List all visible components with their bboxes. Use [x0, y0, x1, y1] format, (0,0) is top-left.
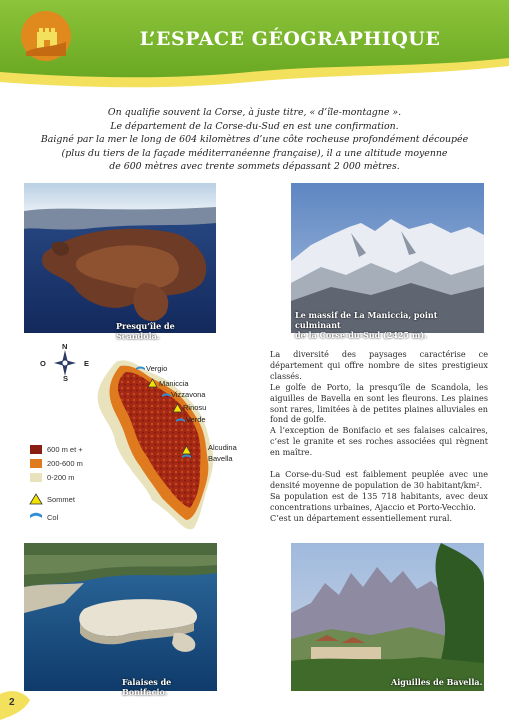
- legend-swatch: [30, 473, 42, 482]
- legend-label: 600 m et +: [47, 445, 83, 454]
- body-text: [270, 349, 488, 534]
- col-icon: [176, 418, 185, 426]
- header-banner: [0, 0, 509, 92]
- compass-o: O: [40, 359, 46, 368]
- paragraph-text: Le golfe de Porto, la presqu’île de Scandola, les aiguilles de Bavella en sont les fleurons. Les plaines sont rares, limitées à de petites plaines alluviales en fond de golfe.: [270, 381, 488, 425]
- photo-bonifacio: [24, 543, 217, 697]
- paragraph-text: Sa population est de 135 718 habitants, avec deux concentrations urbaines, Ajaccio et Porto-Vecchio.: [270, 490, 488, 512]
- paragraph-text: La diversité des paysages caractérise ce département qui offre nombre de sites prestigieux classés.: [270, 349, 488, 381]
- paragraph-text: A l’exception de Bonifacio et ses falaises calcaires, c’est le granite et ses roches associées qui règnent en maître.: [270, 425, 488, 458]
- paragraph: [270, 382, 488, 426]
- legend-label: Col: [47, 512, 59, 522]
- compass-n: N: [62, 342, 68, 351]
- legend-swatch: [30, 459, 42, 468]
- legend-item: [30, 512, 58, 522]
- photo-caption: Presqu’île de Scandola.: [116, 321, 175, 341]
- paragraph: [270, 425, 488, 458]
- legend-item: [30, 445, 83, 454]
- paragraph: [270, 513, 488, 524]
- intro-line: On qualifie souvent la Corse, à juste titre, « d’île-montagne ».: [107, 107, 402, 118]
- col-icon: [162, 393, 171, 401]
- legend-label: Sommet: [47, 494, 75, 504]
- photo-bavella: [291, 543, 484, 691]
- place-bavella: Bavella: [208, 454, 233, 463]
- legend-item: [30, 494, 75, 504]
- place-verde: Verde: [186, 415, 206, 424]
- summit-icon: [182, 446, 191, 454]
- page-corner-shape: [0, 688, 34, 720]
- summit-icon: [173, 404, 182, 412]
- page-title: L’ESPACE GÉOGRAPHIQUE: [139, 28, 441, 50]
- place-alcudina: Alcudina: [208, 443, 237, 452]
- photo-maniccia: [291, 183, 484, 340]
- legend-item: [30, 459, 83, 468]
- intro-line: Le département de la Corse-du-Sud en est une confirmation.: [110, 120, 399, 132]
- relief-map: [28, 342, 268, 534]
- place-vergio: Vergio: [146, 364, 168, 373]
- col-icon: [30, 512, 42, 522]
- col-icon: [136, 366, 145, 374]
- page-number-text: 2: [9, 697, 15, 708]
- page-number: [0, 688, 34, 720]
- legend-item: [30, 473, 75, 482]
- col-icon: [182, 454, 191, 462]
- caption-line: de la Corse-du-Sud (2425 m).: [295, 330, 427, 340]
- paragraph-text: La Corse-du-Sud est faiblement peuplée avec une densité moyenne de population de 30 habitant/km².: [270, 468, 488, 490]
- legend-swatch: [30, 445, 42, 454]
- summit-icon: [148, 379, 157, 387]
- compass-s: S: [63, 374, 69, 383]
- intro-line: Baigné par la mer le long de 604 kilomètres d’une côte rocheuse profondément découpée: [40, 134, 469, 146]
- place-maniccia: Maniccia: [159, 379, 189, 388]
- legend-label: 200-600 m: [47, 459, 83, 468]
- paragraph: [270, 349, 488, 382]
- place-vizzavona: Vizzavona: [171, 390, 206, 399]
- caption-line: Le massif de La Maniccia, point culminant: [295, 310, 438, 330]
- corsica-tower-logo: [20, 10, 72, 62]
- photo-caption: Falaises de Bonifacio.: [122, 677, 172, 697]
- intro-line: (plus du tiers de la façade méditerranéenne française), il a une altitude moyenne: [61, 147, 448, 159]
- intro-line: de 600 mètres avec trente sommets dépassant 2 000 mètres.: [109, 161, 400, 173]
- paragraph: [270, 491, 488, 513]
- photo-scandola: [24, 183, 216, 341]
- photo-caption: [295, 310, 484, 340]
- legend-label: 0-200 m: [47, 473, 75, 482]
- photo-caption: Aiguilles de Bavella.: [391, 677, 483, 687]
- intro-text: [22, 106, 487, 174]
- paragraph-text: C’est un département essentiellement rural.: [270, 512, 453, 523]
- summit-icon: [30, 494, 42, 504]
- paragraph: [270, 469, 488, 491]
- compass-e: E: [84, 359, 90, 368]
- place-rinosu: Rinosu: [183, 403, 207, 412]
